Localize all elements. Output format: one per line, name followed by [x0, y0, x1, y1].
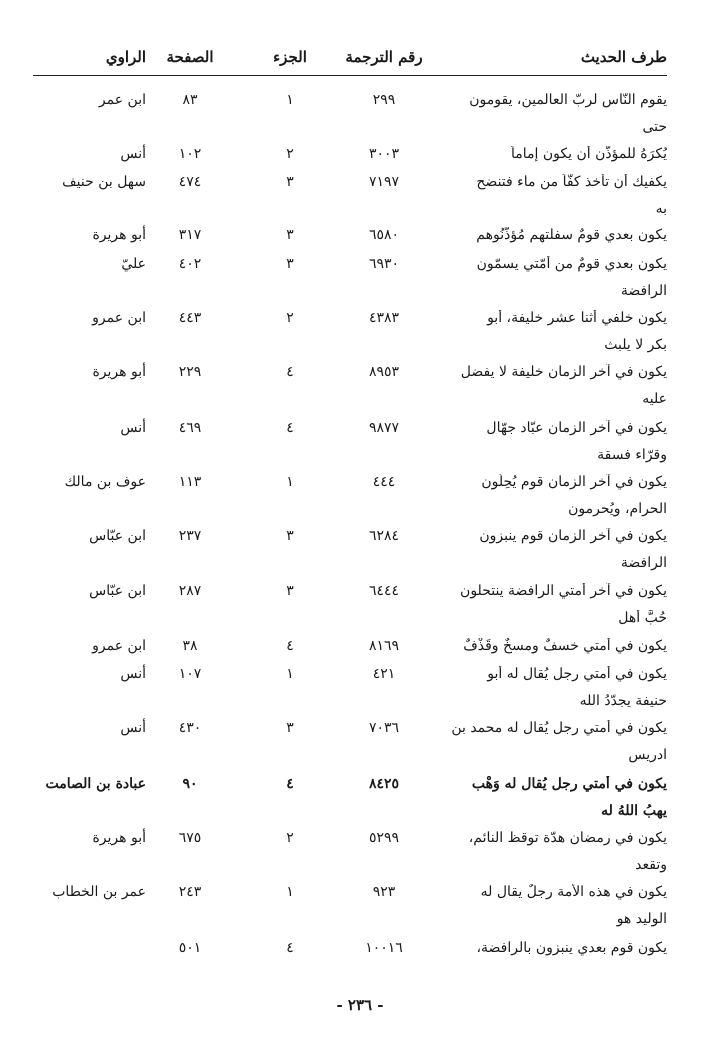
entry-number: ٨٩٥٣: [368, 364, 400, 380]
entry-number: ٦٢٨٤: [368, 528, 400, 544]
entry-number: ٦٩٣٠: [368, 256, 400, 272]
entry-part: ٣: [286, 528, 294, 544]
entry-text-line: يكون في آخر الزمان عبّاد جهّال: [486, 420, 667, 436]
entry-narrator: أنس: [120, 146, 146, 162]
entry-page: ٦٧٥: [178, 830, 202, 846]
entry-text-line: يكون في آخر الزمان خليفة لا يفضل: [460, 364, 667, 380]
entry-text-line: عليه: [642, 391, 667, 407]
entry-number: ٢٩٩: [372, 92, 396, 108]
entry-part: ٢: [286, 310, 294, 326]
entry-narrator: أنس: [120, 720, 146, 736]
entry-part: ٤: [286, 420, 294, 436]
entry-page: ٤٧٤: [178, 174, 202, 190]
entry-text-line: يكون قوم بعدي ينبزون بالرافضة،: [476, 940, 667, 956]
entry-part: ٤: [286, 940, 294, 956]
entry-part: ٣: [286, 174, 294, 190]
entry-text-line: يكون بعدي قومٌ سفلتهم مُؤذّنُوهم: [476, 227, 667, 243]
entry-part: ١: [286, 666, 294, 682]
entry-page: ٣١٧: [178, 227, 202, 243]
entry-page: ١١٣: [178, 474, 202, 490]
entry-part: ٣: [286, 256, 294, 272]
entry-narrator: أبو هريرة: [92, 364, 146, 380]
entry-text-line: حنيفة يجدّدُ الله: [579, 693, 667, 709]
entry-text-line: وقرّاء فسقة: [597, 447, 667, 463]
entry-part: ٣: [286, 227, 294, 243]
entry-text-line: الرافضة: [620, 283, 667, 299]
entry-number: ٧١٩٧: [368, 174, 400, 190]
entry-narrator: عبادة بن الصامت: [45, 776, 146, 792]
entry-page: ٥٠١: [178, 940, 202, 956]
entry-number: ٣٠٠٣: [368, 146, 400, 162]
entry-text-line: الوليد هو: [616, 911, 667, 927]
entry-part: ٣: [286, 583, 294, 599]
entry-text-line: يكفيك أن تأخذ كفّاً من ماء فتنضح: [476, 174, 667, 190]
entry-text-line: يكون في أمتي خسفٌ ومسخٌ وقَذْفٌ: [463, 638, 667, 654]
header-divider: [33, 75, 667, 76]
entry-number: ٧٠٣٦: [368, 720, 400, 736]
entry-narrator: عليّ: [121, 256, 146, 272]
entry-part: ١: [286, 474, 294, 490]
entry-text-line: يكون في هذه الأمة رجلٌ يقال له: [480, 884, 667, 900]
entry-number: ٨١٦٩: [368, 638, 400, 654]
entry-part: ٤: [286, 776, 294, 792]
entry-number: ٤٤٤: [372, 474, 396, 490]
entry-text-line: يكون في رمضان هدّة توقظ النائم،: [468, 830, 667, 846]
entry-page: ٢٤٣: [178, 884, 202, 900]
entry-text-line: يكون في آخر الزمان قوم ينبزون: [479, 528, 667, 544]
entry-narrator: ابن عمرو: [92, 638, 146, 654]
entry-number: ٨٤٢٥: [368, 776, 400, 792]
entry-narrator: أبو هريرة: [92, 227, 146, 243]
entry-page: ٤٦٩: [178, 420, 202, 436]
entry-page: ٤٣٠: [178, 720, 202, 736]
entry-page: ٢٣٧: [178, 528, 202, 544]
entry-text-line: حتى: [642, 119, 667, 135]
entry-page: ٩٠: [182, 776, 198, 792]
entry-number: ٩٢٣: [372, 884, 396, 900]
entry-number: ٤٢١: [372, 666, 396, 682]
entry-number: ٥٢٩٩: [368, 830, 400, 846]
entry-part: ٣: [286, 720, 294, 736]
entry-number: ٤٣٨٣: [368, 310, 400, 326]
entry-number: ٩٨٧٧: [368, 420, 400, 436]
entry-text-line: حُبَّ أهل: [618, 610, 667, 626]
header-part: الجزء: [273, 48, 307, 66]
entry-part: ٤: [286, 364, 294, 380]
entry-page: ٢٨٧: [178, 583, 202, 599]
entry-page: ٤٤٣: [178, 310, 202, 326]
header-page: الصفحة: [166, 48, 214, 66]
entry-narrator: ابن عبّاس: [89, 583, 146, 599]
entry-text-line: به: [655, 201, 667, 217]
entry-page: ١٠٧: [178, 666, 202, 682]
entry-text-line: يقوم النّاس لربّ العالمين، يقومون: [469, 92, 667, 108]
entry-narrator: أنس: [120, 420, 146, 436]
entry-narrator: ابن عمرو: [92, 310, 146, 326]
entry-text-line: يكون بعدي قومٌ من أمّتي يسمّون: [476, 256, 667, 272]
entry-narrator: أنس: [120, 666, 146, 682]
entry-text-line: يكون في آخر أمتي الرافضة ينتحلون: [460, 583, 667, 599]
entry-text-line: وتقعد: [635, 857, 667, 873]
entry-part: ٢: [286, 146, 294, 162]
header-narrator: الراوي: [105, 48, 146, 66]
entry-text-line: يكون في أمتي رجل يُقال له محمد بن: [451, 720, 667, 736]
entry-text-line: يكون في أمتي رجل يُقال له أبو: [487, 666, 667, 682]
entry-number: ٦٥٨٠: [368, 227, 400, 243]
entry-part: ١: [286, 884, 294, 900]
entry-text-line: يكون خلفي أثنا عشر خليفة، أبو: [487, 310, 667, 326]
entry-text-line: الحرام، ويُحرمون: [568, 501, 667, 517]
entry-text-line: ادريس: [628, 747, 667, 763]
entry-part: ١: [286, 92, 294, 108]
entry-text-line: الرافضة: [620, 555, 667, 571]
entry-number: ١٠٠١٦: [365, 940, 403, 956]
entry-page: ٢٢٩: [178, 364, 202, 380]
entry-text-line: يكون في أمتي رجل يُقال له وَهْب: [471, 776, 667, 792]
entry-number: ٦٤٤٤: [368, 583, 400, 599]
entry-narrator: عوف بن مالك: [64, 474, 146, 490]
entry-narrator: أبو هريرة: [92, 830, 146, 846]
entry-page: ١٠٢: [178, 146, 202, 162]
entry-text-line: بكر لا يلبث: [604, 337, 667, 353]
entry-part: ٤: [286, 638, 294, 654]
entry-text-line: يهبُ اللهُ له: [601, 803, 667, 819]
entry-part: ٢: [286, 830, 294, 846]
page-number: - ٢٣٦ -: [336, 996, 384, 1014]
entry-text-line: يكون في آخر الزمان قوم يُحِلّون: [481, 474, 667, 490]
entry-narrator: عمر بن الخطاب: [52, 884, 146, 900]
entry-text-line: يُكرَهُ للمؤذّن أن يكون إماماً: [511, 146, 667, 162]
entry-page: ٣٨: [182, 638, 198, 654]
entry-page: ٤٠٢: [178, 256, 202, 272]
header-number: رقم الترجمة: [345, 48, 423, 66]
entry-page: ٨٣: [182, 92, 198, 108]
entry-narrator: ابن عمر: [98, 92, 146, 108]
entry-narrator: ابن عبّاس: [89, 528, 146, 544]
header-hadith: طرف الحديث: [580, 48, 667, 66]
entry-narrator: سهل بن حنيف: [62, 174, 146, 190]
